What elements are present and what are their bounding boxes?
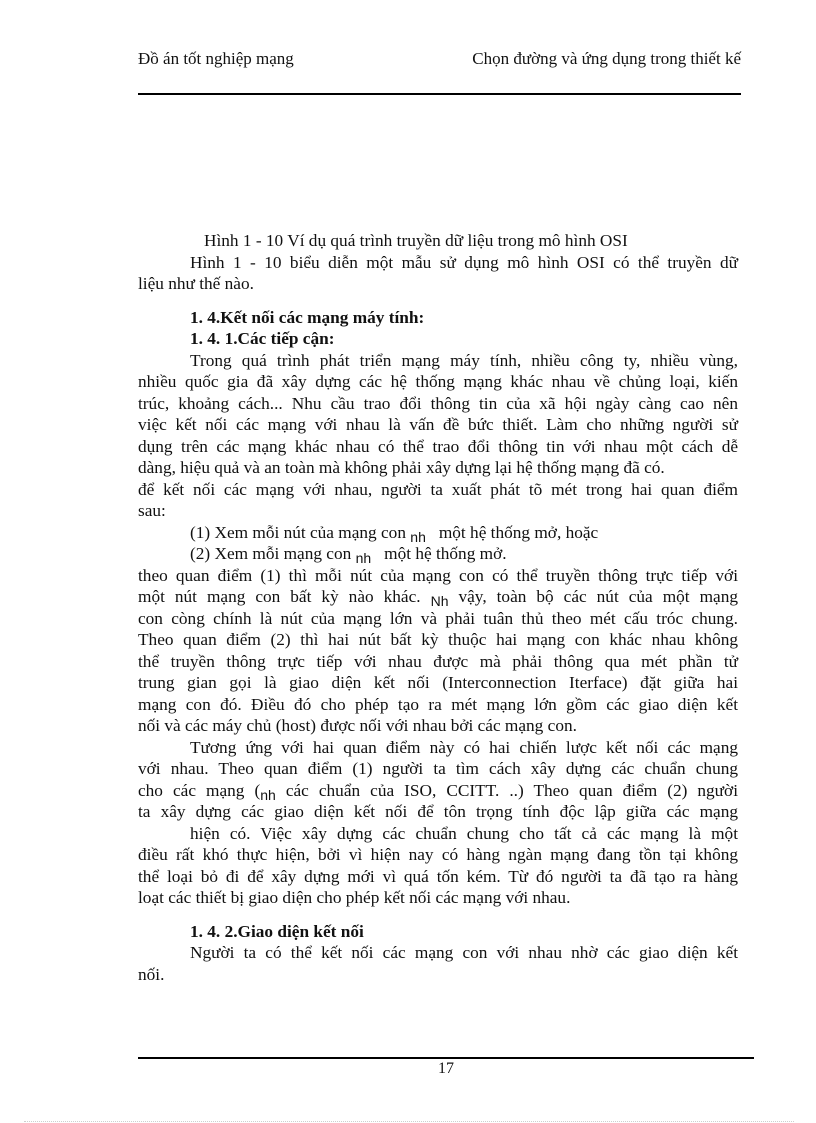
paragraph-line: hiện có. Việc xây dựng các chuẩn chung cho tất cả các mạng là một	[190, 823, 738, 843]
subsection-heading: 1. 4. 1.Các tiếp cận:	[190, 329, 335, 348]
paragraph-line: điều rất khó thực hiện, bởi vì hiện nay có hàng ngàn mạng đang tồn tại không	[138, 845, 738, 864]
paragraph-line	[138, 780, 738, 802]
paragraph-line: để kết nối các mạng với nhau, người ta xuất phát tõ mét trong hai quan điểm	[138, 479, 738, 499]
paragraph-line: thể truyền thông trực tiếp với nhau được mà phải thông qua mét phần tử	[138, 651, 738, 671]
section-heading: 1. 4.Kết nối các mạng máy tính:	[190, 307, 425, 327]
page-edge-border	[24, 1121, 794, 1122]
text-fragment: nh	[260, 786, 276, 803]
paragraph-line: nối.	[138, 964, 165, 984]
paragraph-line: ta xây dựng các giao diện kết nối để tôn trọng tính độc lập giữa các mạng	[138, 802, 738, 821]
paragraph-line: nhiều quốc gia đã xây dựng các hệ thống mạng khác nhau về chủng loại, kiến	[138, 372, 738, 391]
list-item-fragment: nh	[355, 550, 372, 566]
paragraph-line: dụng trên các mạng khác nhau có thể trao đổi thông tin với nhau một cách dễ	[138, 436, 738, 456]
header-left-title: Đồ án tốt nghiệp mạng	[138, 49, 294, 68]
paragraph-line: thể loại bỏ đi để xây dựng mới vì quá tốn kém. Từ đó người ta đã tạo ra hàng	[138, 866, 738, 886]
text-fragment: một nút mạng con bất kỳ nào khác.	[138, 587, 421, 606]
paragraph-line	[138, 586, 738, 608]
paragraph-line: mạng con đó. Điều đó cho phép tạo ra mét mạng lớn gồm các giao diện kết	[138, 694, 738, 714]
text-fragment: Nh	[430, 593, 449, 609]
paragraph-line: trung gian gọi là giao diện kết nối (Interconnection Iterface) đặt giữa hai	[138, 673, 738, 692]
text-fragment: các chuẩn của ISO, CCITT. ..) Theo quan điểm (2) người	[285, 780, 738, 800]
paragraph-line: Tương ứng với hai quan điểm này có hai chiến lược kết nối các mạng	[190, 737, 738, 757]
list-item	[138, 543, 738, 565]
paragraph-line: theo quan điểm (1) thì mỗi nút của mạng con có thể truyền thông trực tiếp với	[138, 565, 738, 585]
list-item	[138, 522, 738, 544]
page-number: 17	[438, 1060, 454, 1077]
header-divider	[138, 93, 741, 95]
paragraph-line: Hình 1 - 10 biểu diễn một mẫu sử dụng mô hình OSI có thể truyền dữ	[190, 252, 738, 272]
paragraph-line: Trong quá trình phát triển mạng máy tính, nhiều công ty, nhiều vùng,	[190, 350, 738, 370]
paragraph-line: con còng chính là nút của mạng lớn và phải tuân thủ theo mét cấu tróc chung.	[138, 608, 738, 628]
paragraph-line: Theo quan điểm (2) thì hai nút bất kỳ thuộc hai mạng con khác nhau không	[138, 630, 738, 649]
paragraph-line: với nhau. Theo quan điểm (1) người ta tìm cách xây dựng các chuẩn chung	[138, 759, 738, 778]
paragraph-line: nối và các máy chủ (host) được nối với nhau bởi các mạng con.	[138, 716, 577, 735]
footer-divider	[138, 1057, 754, 1059]
text-fragment: vậy, toàn bộ các nút của một mạng	[458, 587, 738, 606]
text-fragment: cho các mạng (	[138, 780, 261, 800]
body-text	[138, 230, 738, 985]
subsection-heading: 1. 4. 2.Giao diện kết nối	[190, 921, 364, 941]
list-item-text: (2) Xem mỗi mạng con	[190, 544, 352, 563]
paragraph-line: trúc, khoảng cách... Nhu cầu trao đổi thông tin của xã hội ngày càng cao nên	[138, 393, 738, 413]
paragraph-line: loạt các thiết bị giao diện cho phép kết nối các mạng với nhau.	[138, 888, 571, 907]
header-right-title: Chọn đường và ứng dụng trong thiết kế	[472, 49, 741, 68]
paragraph-line: dàng, hiệu quả và an toàn mà không phải xây dựng lại hệ thống mạng đã có.	[138, 458, 665, 477]
list-item-fragment: nh	[410, 528, 426, 545]
list-item-text: (1) Xem mỗi nút của mạng con	[190, 522, 406, 542]
paragraph-line: sau:	[138, 501, 166, 520]
list-item-text: một hệ thống mở.	[384, 544, 507, 563]
figure-caption: Hình 1 - 10 Ví dụ quá trình truyền dữ liệu trong mô hình OSI	[204, 231, 628, 250]
list-item-text: một hệ thống mở, hoặc	[438, 522, 599, 542]
paragraph-line: liệu như thế nào.	[138, 274, 254, 293]
paragraph-line: việc kết nối các mạng với nhau là vấn đề bức thiết. Làm cho những người sử	[138, 415, 738, 434]
paragraph-line: Người ta có thể kết nối các mạng con với nhau nhờ các giao diện kết	[190, 943, 738, 962]
